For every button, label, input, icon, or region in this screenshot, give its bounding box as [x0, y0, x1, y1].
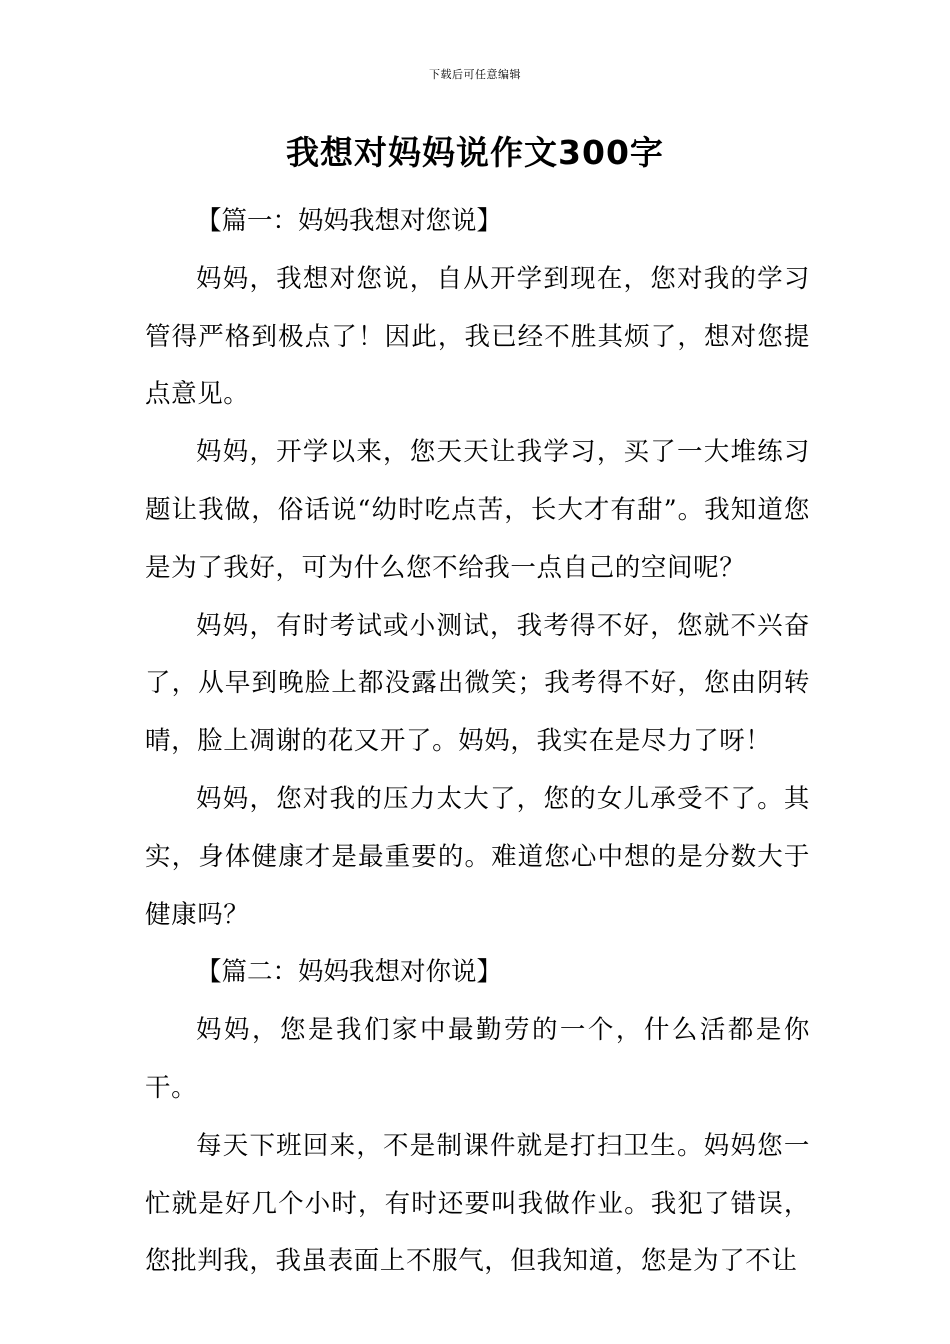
paragraph: 妈妈，您对我的压力太大了，您的女儿承受不了。其实，身体健康才是最重要的。难道您心中想的是分数大于健康吗？ [145, 783, 810, 930]
section-heading-2: 【篇二：妈妈我想对你说】 [196, 957, 503, 988]
paragraph: 妈妈，我想对您说，自从开学到现在，您对我的学习管得严格到极点了！因此，我已经不胜其烦了，想对您提点意见。 [145, 263, 810, 410]
header-note: 下载后可任意编辑 [429, 68, 521, 81]
paragraph: 妈妈，开学以来，您天天让我学习，买了一大堆练习题让我做，俗话说“幼时吃点苦，长大才有甜”。我知道您是为了我好，可为什么您不给我一点自己的空间呢？ [145, 437, 810, 583]
paragraph: 妈妈，有时考试或小测试，我考得不好，您就不兴奋了，从早到晚脸上都没露出微笑；我考得不好，您由阴转晴，脸上凋谢的花又开了。妈妈，我实在是尽力了呀！ [145, 610, 810, 757]
paragraph: 每天下班回来，不是制课件就是打扫卫生。妈妈您一忙就是好几个小时，有时还要叫我做作业。我犯了错误，您批判我，我虽表面上不服气，但我知道，您是为了不让 [145, 1130, 810, 1277]
section-heading-1: 【篇一：妈妈我想对您说】 [196, 206, 503, 236]
paragraph: 妈妈，您是我们家中最勤劳的一个，什么活都是你干。 [145, 1015, 810, 1103]
document-title: 我想对妈妈说作文300字 [286, 133, 664, 172]
document-body [145, 193, 810, 1291]
